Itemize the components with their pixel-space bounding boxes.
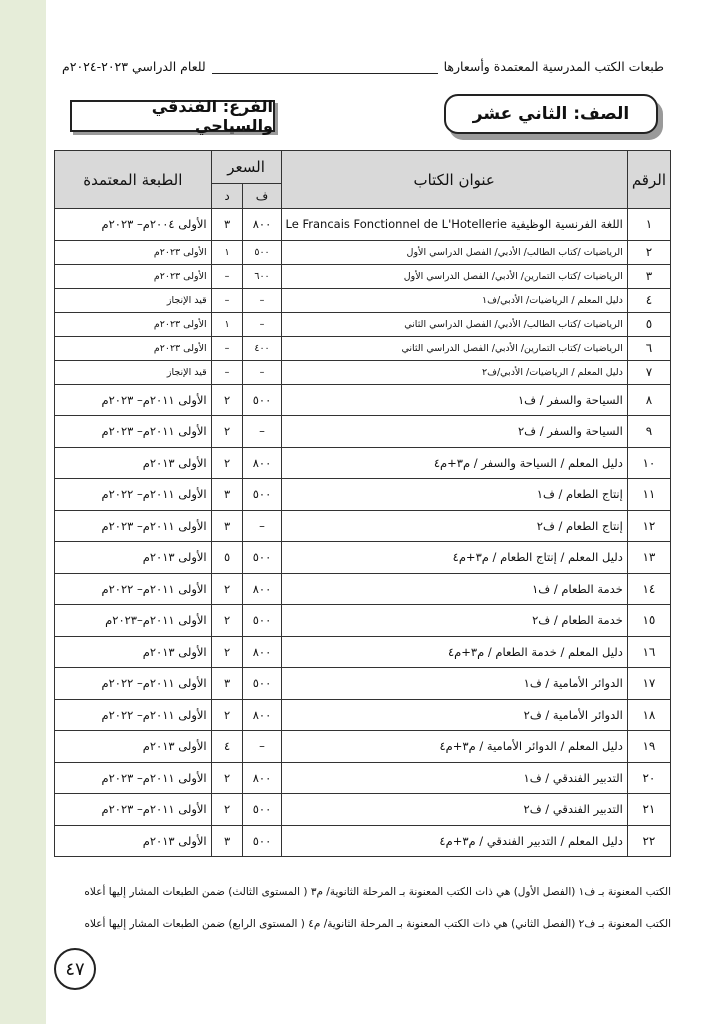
cell-dinar: ١ (211, 240, 243, 264)
header-year: للعام الدراسي ٢٠٢٣-٢٠٢٤م (62, 59, 206, 74)
cell-edition: الأولى ٢٠١١م– ٢٠٢٢م (55, 699, 212, 731)
cell-fils: ٨٠٠ (243, 636, 281, 668)
cell-num: ٣ (627, 264, 670, 288)
cell-edition: الأولى ٢٠٢٣م (55, 312, 212, 336)
cell-num: ٢ (627, 240, 670, 264)
branch-label: الفرع: الفندقي والسياحي (151, 97, 273, 135)
cell-dinar: ٢ (211, 605, 243, 637)
cell-fils: – (243, 510, 281, 542)
footnote-2: الكتب المعنونة بـ ف٢ (الفصل الثاني) هي ذات الكتب المعنونة بـ المرحلة الثانوية/ م٤ ( المستوى الرابع) ضمن الطبعات المشار إليها أعلاه (84, 918, 671, 930)
cell-title: الرياضيات /كتاب التمارين/ الأدبي/ الفصل الدراسي الثاني (281, 336, 627, 360)
cell-dinar: ٢ (211, 416, 243, 448)
cell-dinar: – (211, 360, 243, 384)
cell-fils: ٥٠٠ (243, 384, 281, 416)
cell-dinar: ٣ (211, 209, 243, 241)
cell-edition: الأولى ٢٠١١م– ٢٠٢٢م (55, 668, 212, 700)
table-row (55, 794, 671, 826)
cell-num: ٢٠ (627, 762, 670, 794)
cell-fils: ٥٠٠ (243, 542, 281, 574)
header-dinar: د (211, 184, 243, 209)
cell-dinar: ٢ (211, 384, 243, 416)
cell-fils: ٨٠٠ (243, 762, 281, 794)
cell-fils: ٥٠٠ (243, 825, 281, 857)
cell-title: الرياضيات /كتاب الطالب/ الأدبي/ الفصل الدراسي الأول (281, 240, 627, 264)
cell-edition: الأولى ٢٠١٣م (55, 731, 212, 763)
cell-fils: ٨٠٠ (243, 699, 281, 731)
cell-edition: الأولى ٢٠١١م– ٢٠٢٣م (55, 416, 212, 448)
table-row (55, 209, 671, 241)
cell-dinar: ٥ (211, 542, 243, 574)
cell-title: خدمة الطعام / ف١ (281, 573, 627, 605)
cell-title: دليل المعلم / الدوائر الأمامية / م٣+م٤ (281, 731, 627, 763)
cell-edition: الأولى ٢٠١١م– ٢٠٢٣م (55, 510, 212, 542)
grade-box (444, 94, 658, 134)
cell-dinar: – (211, 264, 243, 288)
cell-dinar: ٣ (211, 479, 243, 511)
cell-edition: الأولى ٢٠١٣م (55, 825, 212, 857)
cell-num: ١٩ (627, 731, 670, 763)
cell-edition: الأولى ٢٠٢٣م (55, 240, 212, 264)
table-row (55, 416, 671, 448)
cell-num: ١٣ (627, 542, 670, 574)
page-number-text: ٤٧ (65, 958, 85, 980)
cell-dinar: ٢ (211, 794, 243, 826)
cell-title: التدبير الفندقي / ف٢ (281, 794, 627, 826)
cell-edition: الأولى ٢٠٢٣م (55, 336, 212, 360)
cell-num: ١ (627, 209, 670, 241)
cell-edition: الأولى ٢٠٠٤م– ٢٠٢٣م (55, 209, 212, 241)
cell-edition: الأولى ٢٠٢٣م (55, 264, 212, 288)
cell-edition: الأولى ٢٠١١م– ٢٠٢٣م (55, 794, 212, 826)
cell-num: ١٨ (627, 699, 670, 731)
cell-dinar: – (211, 288, 243, 312)
cell-dinar: ٢ (211, 762, 243, 794)
table-row (55, 668, 671, 700)
cell-num: ٩ (627, 416, 670, 448)
cell-edition: الأولى ٢٠١١م–٢٠٢٣م (55, 605, 212, 637)
cell-dinar: ٢ (211, 447, 243, 479)
cell-fils: ٦٠٠ (243, 264, 281, 288)
cell-num: ١٠ (627, 447, 670, 479)
table-row (55, 447, 671, 479)
cell-dinar: ٢ (211, 636, 243, 668)
cell-num: ١٢ (627, 510, 670, 542)
cell-fils: ٥٠٠ (243, 668, 281, 700)
cell-title: دليل المعلم / إنتاج الطعام / م٣+م٤ (281, 542, 627, 574)
cell-fils: – (243, 312, 281, 336)
cell-title: التدبير الفندقي / ف١ (281, 762, 627, 794)
cell-num: ٧ (627, 360, 670, 384)
cell-title: دليل المعلم / التدبير الفندقي / م٣+م٤ (281, 825, 627, 857)
page-number (54, 948, 96, 990)
table-body (55, 209, 671, 857)
header-num: الرقم (627, 151, 670, 209)
cell-edition: الأولى ٢٠١١م– ٢٠٢٣م (55, 384, 212, 416)
cell-title: دليل المعلم / الرياضيات/ الأدبي/ف٢ (281, 360, 627, 384)
cell-title: خدمة الطعام / ف٢ (281, 605, 627, 637)
cell-title: إنتاج الطعام / ف٢ (281, 510, 627, 542)
cell-title: الدوائر الأمامية / ف٢ (281, 699, 627, 731)
cell-num: ٢٢ (627, 825, 670, 857)
grade-label: الصف: الثاني عشر (472, 104, 630, 124)
cell-fils: ٨٠٠ (243, 447, 281, 479)
table-row (55, 510, 671, 542)
cell-num: ١٤ (627, 573, 670, 605)
cell-num: ١٦ (627, 636, 670, 668)
cell-fils: ٥٠٠ (243, 605, 281, 637)
table-row (55, 731, 671, 763)
cell-title: اللغة الفرنسية الوظيفية Le Francais Fonctionnel de L'Hotellerie (281, 209, 627, 241)
cell-dinar: ٢ (211, 573, 243, 605)
table-row (55, 479, 671, 511)
table-row (55, 573, 671, 605)
table-row (55, 288, 671, 312)
cell-title: السياحة والسفر / ف١ (281, 384, 627, 416)
cell-title: الرياضيات /كتاب التمارين/ الأدبي/ الفصل الدراسي الأول (281, 264, 627, 288)
cell-num: ١٧ (627, 668, 670, 700)
header-title: عنوان الكتاب (281, 151, 627, 209)
header-line (212, 62, 438, 74)
table-row (55, 542, 671, 574)
cell-title: الرياضيات /كتاب الطالب/ الأدبي/ الفصل الدراسي الثاني (281, 312, 627, 336)
table-row (55, 636, 671, 668)
cell-title: إنتاج الطعام / ف١ (281, 479, 627, 511)
cell-edition: الأولى ٢٠١١م– ٢٠٢٢م (55, 479, 212, 511)
cell-title: دليل المعلم / السياحة والسفر / م٣+م٤ (281, 447, 627, 479)
cell-num: ٨ (627, 384, 670, 416)
books-table (54, 150, 671, 857)
table-row (55, 605, 671, 637)
cell-edition: قيد الإنجاز (55, 288, 212, 312)
cell-fils: ٥٠٠ (243, 479, 281, 511)
cell-dinar: ٢ (211, 699, 243, 731)
cell-num: ١٥ (627, 605, 670, 637)
cell-fils: ٥٠٠ (243, 794, 281, 826)
table-row (55, 264, 671, 288)
cell-fils: ٤٠٠ (243, 336, 281, 360)
cell-num: ١١ (627, 479, 670, 511)
cell-title: الدوائر الأمامية / ف١ (281, 668, 627, 700)
cell-num: ٢١ (627, 794, 670, 826)
cell-fils: ٨٠٠ (243, 209, 281, 241)
cell-fils: – (243, 731, 281, 763)
cell-edition: الأولى ٢٠١١م– ٢٠٢٣م (55, 762, 212, 794)
cell-dinar: ١ (211, 312, 243, 336)
header-price: السعر (211, 151, 281, 184)
table-row (55, 360, 671, 384)
cell-dinar: – (211, 336, 243, 360)
cell-title: دليل المعلم / خدمة الطعام / م٣+م٤ (281, 636, 627, 668)
cell-title: دليل المعلم / الرياضيات/ الأدبي/ف١ (281, 288, 627, 312)
cell-num: ٦ (627, 336, 670, 360)
cell-edition: الأولى ٢٠١١م– ٢٠٢٢م (55, 573, 212, 605)
cell-fils: – (243, 288, 281, 312)
cell-num: ٤ (627, 288, 670, 312)
cell-fils: – (243, 416, 281, 448)
cell-fils: – (243, 360, 281, 384)
side-strip (0, 0, 46, 1024)
page-header (62, 50, 664, 74)
cell-dinar: ٣ (211, 825, 243, 857)
table-row (55, 240, 671, 264)
cell-title: السياحة والسفر / ف٢ (281, 416, 627, 448)
cell-edition: قيد الإنجاز (55, 360, 212, 384)
table-row (55, 762, 671, 794)
cell-dinar: ٣ (211, 668, 243, 700)
cell-edition: الأولى ٢٠١٣م (55, 542, 212, 574)
table-row (55, 384, 671, 416)
header-fils: ف (243, 184, 281, 209)
table-row (55, 699, 671, 731)
table-row (55, 825, 671, 857)
table-row (55, 312, 671, 336)
cell-edition: الأولى ٢٠١٣م (55, 636, 212, 668)
table-row (55, 336, 671, 360)
cell-fils: ٥٠٠ (243, 240, 281, 264)
branch-box (70, 97, 275, 135)
cell-fils: ٨٠٠ (243, 573, 281, 605)
cell-dinar: ٤ (211, 731, 243, 763)
header-edition: الطبعة المعتمدة (55, 151, 212, 209)
cell-edition: الأولى ٢٠١٣م (55, 447, 212, 479)
header-title: طبعات الكتب المدرسية المعتمدة وأسعارها (443, 59, 664, 74)
footnote-1: الكتب المعنونة بـ ف١ (الفصل الأول) هي ذات الكتب المعنونة بـ المرحلة الثانوية/ م٣ ( المستوى الثالث) ضمن الطبعات المشار إليها أعلاه (84, 886, 671, 898)
cell-dinar: ٣ (211, 510, 243, 542)
cell-num: ٥ (627, 312, 670, 336)
